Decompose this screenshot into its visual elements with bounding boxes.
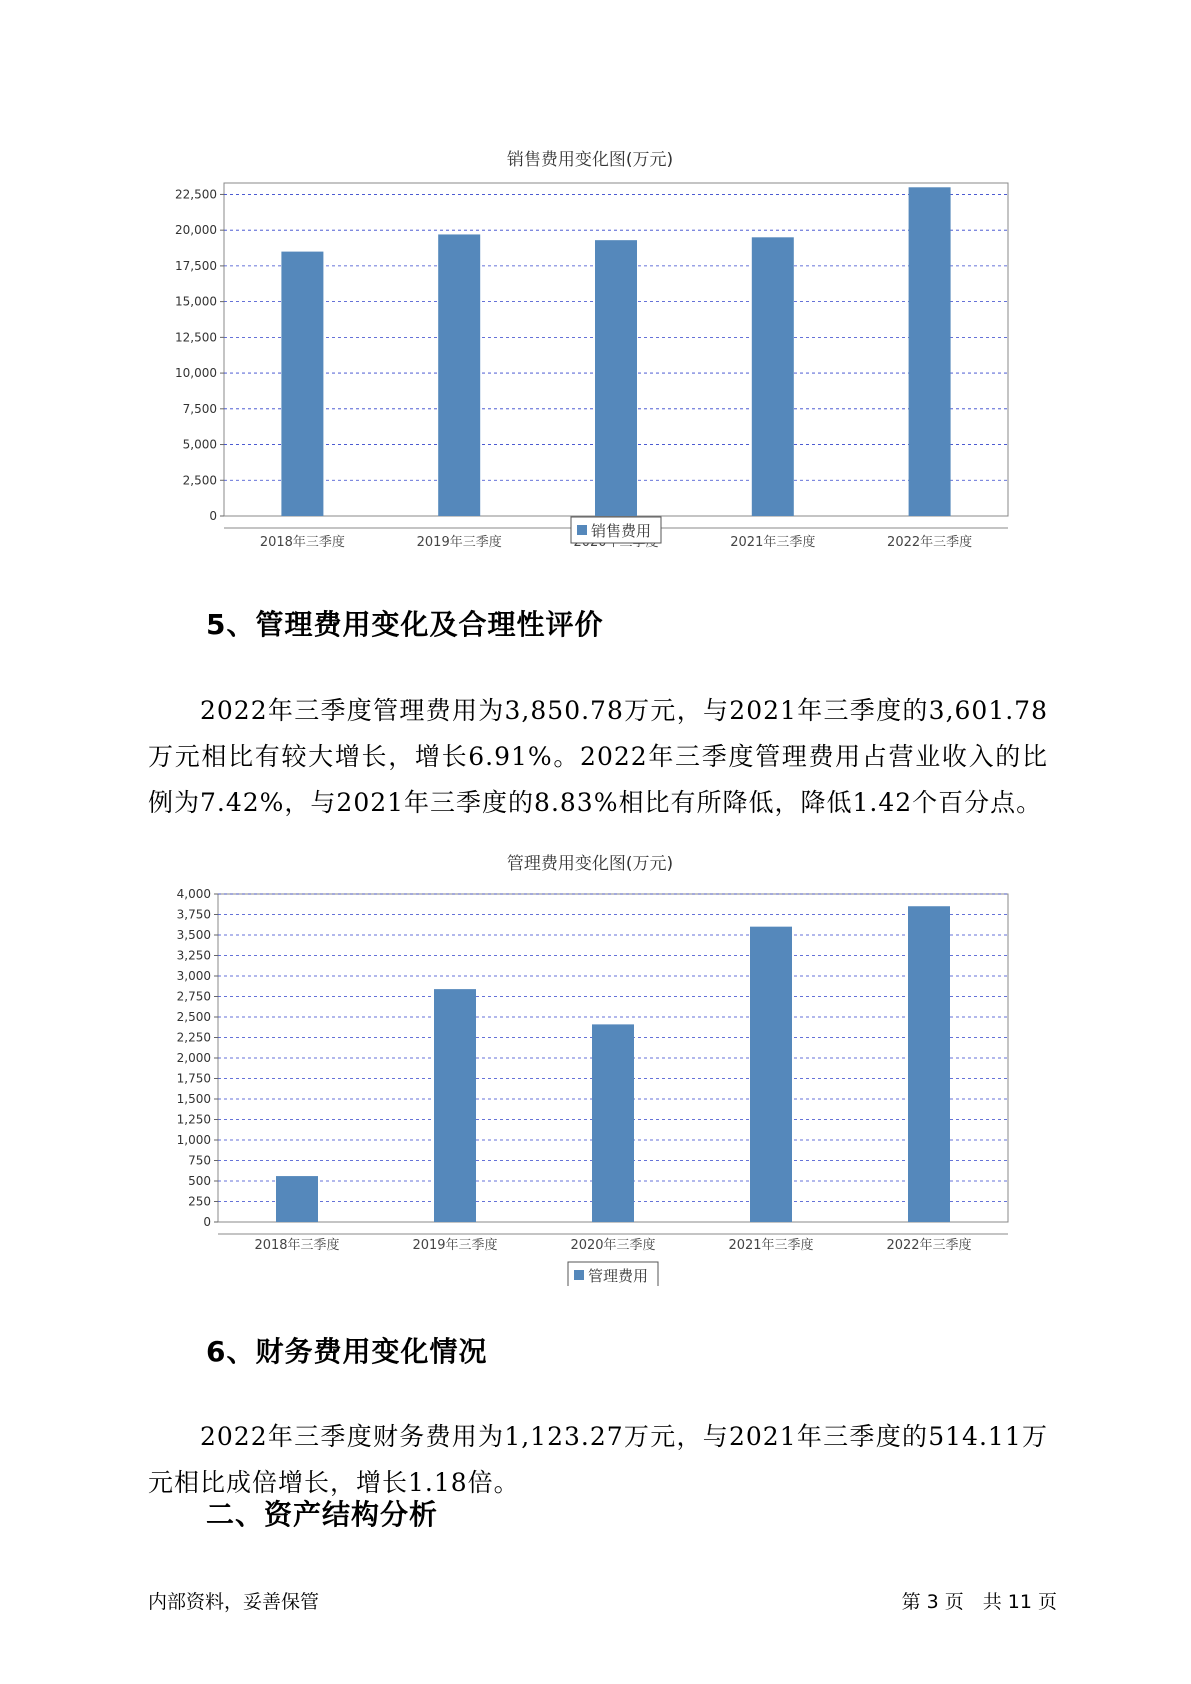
x-tick-label: 2019年三季度 <box>412 1238 498 1253</box>
y-tick-label: 1,750 <box>176 1071 211 1086</box>
y-tick-label: 15,000 <box>175 294 217 309</box>
y-tick-label: 3,500 <box>176 928 211 942</box>
bar <box>438 234 480 516</box>
section-heading-assets: 二、资产结构分析 <box>206 1498 439 1531</box>
legend-label: 销售费用 <box>591 522 652 540</box>
y-tick-label: 0 <box>209 509 217 523</box>
bar <box>281 252 323 516</box>
bar <box>276 1176 318 1222</box>
admin-chart-title: 管理费用变化图(万元) <box>506 854 674 874</box>
legend <box>568 1262 658 1286</box>
section-heading-admin: 5、管理费用变化及合理性评价 <box>206 608 604 641</box>
bar <box>434 989 476 1222</box>
sales-chart <box>150 140 1030 560</box>
y-tick-label: 20,000 <box>175 223 217 238</box>
y-tick-label: 2,750 <box>176 989 211 1004</box>
x-tick-label: 2018年三季度 <box>259 535 345 550</box>
x-tick-label: 2020年三季度 <box>570 1238 656 1253</box>
x-tick-label: 2022年三季度 <box>887 535 973 550</box>
y-tick-label: 2,500 <box>182 473 217 488</box>
y-tick-label: 10,000 <box>175 366 217 381</box>
y-tick-label: 2,250 <box>176 1030 211 1045</box>
admin-chart-svg <box>150 846 1030 1286</box>
admin-chart <box>150 846 1030 1286</box>
y-tick-label: 500 <box>188 1174 211 1188</box>
admin-paragraph: 2022年三季度管理费用为3,850.78万元，与2021年三季度的3,601.78万元相比有较大增长，增长6.91%。2022年三季度管理费用占营业收入的比例为7.42%，与2021年三季度的8.83%相比有所降低，降低1.42个百分点。 <box>148 696 1048 817</box>
y-tick-label: 2,500 <box>176 1010 211 1024</box>
legend-label: 管理费用 <box>588 1267 649 1285</box>
legend <box>571 517 661 543</box>
y-tick-label: 250 <box>188 1194 211 1209</box>
y-tick-label: 12,500 <box>175 330 217 345</box>
sales-chart-svg <box>150 140 1030 560</box>
legend-swatch <box>577 525 587 535</box>
x-tick-label: 2019年三季度 <box>416 535 502 550</box>
y-tick-label: 1,500 <box>176 1092 211 1106</box>
y-tick-label: 7,500 <box>182 401 217 416</box>
finance-paragraph: 2022年三季度财务费用为1,123.27万元，与2021年三季度的514.11万元相比成倍增长，增长1.18倍。 <box>148 1422 1048 1497</box>
bar <box>592 1024 634 1222</box>
y-tick-label: 22,500 <box>175 187 217 202</box>
x-tick-label: 2021年三季度 <box>730 535 816 550</box>
y-tick-label: 2,000 <box>176 1051 211 1065</box>
y-tick-label: 3,750 <box>176 907 211 922</box>
y-tick-label: 750 <box>188 1153 211 1168</box>
bar <box>909 187 951 516</box>
bar <box>752 237 794 516</box>
bar <box>908 906 950 1222</box>
x-tick-label: 2018年三季度 <box>254 1238 340 1253</box>
footer-left: 内部资料，妥善保管 <box>148 1591 320 1613</box>
footer-right: 第 3 页 共 11 页 <box>901 1591 1057 1613</box>
x-tick-label: 2021年三季度 <box>728 1238 814 1253</box>
section-heading-finance: 6、财务费用变化情况 <box>206 1335 488 1368</box>
y-tick-label: 3,250 <box>176 948 211 963</box>
bar <box>750 927 792 1222</box>
bar <box>595 240 637 516</box>
legend-swatch <box>574 1270 584 1280</box>
y-tick-label: 1,000 <box>176 1133 211 1147</box>
y-tick-label: 0 <box>203 1215 211 1229</box>
x-tick-label: 2022年三季度 <box>886 1238 972 1253</box>
y-tick-label: 5,000 <box>182 437 217 452</box>
y-tick-label: 1,250 <box>176 1112 211 1127</box>
sales-chart-title: 销售费用变化图(万元) <box>506 150 674 170</box>
y-tick-label: 17,500 <box>175 258 217 273</box>
y-tick-label: 3,000 <box>176 969 211 983</box>
y-tick-label: 4,000 <box>176 887 211 901</box>
